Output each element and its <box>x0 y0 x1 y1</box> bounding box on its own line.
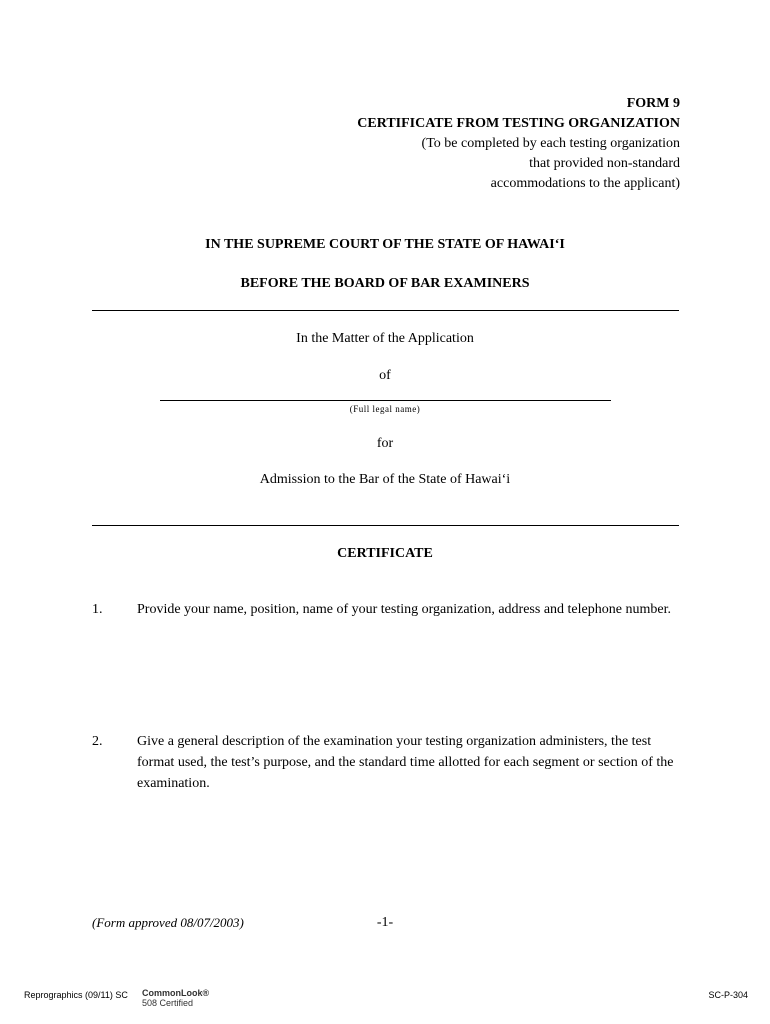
question-text: Provide your name, position, name of your testing organization, address and telephone number. <box>137 602 671 617</box>
court-title: IN THE SUPREME COURT OF THE STATE OF HAWAIʻI <box>205 237 565 252</box>
question-number: 2. <box>92 734 103 749</box>
question-number: 1. <box>92 602 103 617</box>
board-title: BEFORE THE BOARD OF BAR EXAMINERS <box>240 276 530 291</box>
form-header <box>357 94 680 194</box>
reprographics-note: Reprographics (09/11) SC <box>24 990 128 1000</box>
of-line: of <box>379 368 391 383</box>
commonlook-certification: 508 Certified <box>142 998 194 1008</box>
certificate-title: CERTIFICATE <box>337 546 433 561</box>
full-legal-name-label: (Full legal name) <box>349 404 421 414</box>
admission-line: Admission to the Bar of the State of Hawaiʻi <box>259 472 511 487</box>
form-code: SC-P-304 <box>708 990 748 1000</box>
question-text: Give a general description of the examination your testing organization administers, the test format used, the test’s purpose, and the standard time allotted for each segment or section of the examination. <box>137 734 674 791</box>
page-number: -1- <box>376 915 394 930</box>
instruction-line: (To be completed by each testing organization <box>421 136 680 151</box>
matter-line: In the Matter of the Application <box>296 331 474 346</box>
instruction-line: accommodations to the applicant) <box>490 176 680 191</box>
form-number: FORM 9 <box>626 96 680 111</box>
form-title: CERTIFICATE FROM TESTING ORGANIZATION <box>357 116 680 131</box>
for-line: for <box>376 436 394 451</box>
divider <box>92 525 679 526</box>
commonlook-logo <box>142 988 209 1008</box>
instruction-line: that provided non-standard <box>529 156 680 171</box>
form-approved-date: (Form approved 08/07/2003) <box>92 915 244 930</box>
commonlook-brand: CommonLook® <box>142 988 210 998</box>
full-legal-name-field[interactable] <box>160 400 611 401</box>
divider <box>92 310 679 311</box>
